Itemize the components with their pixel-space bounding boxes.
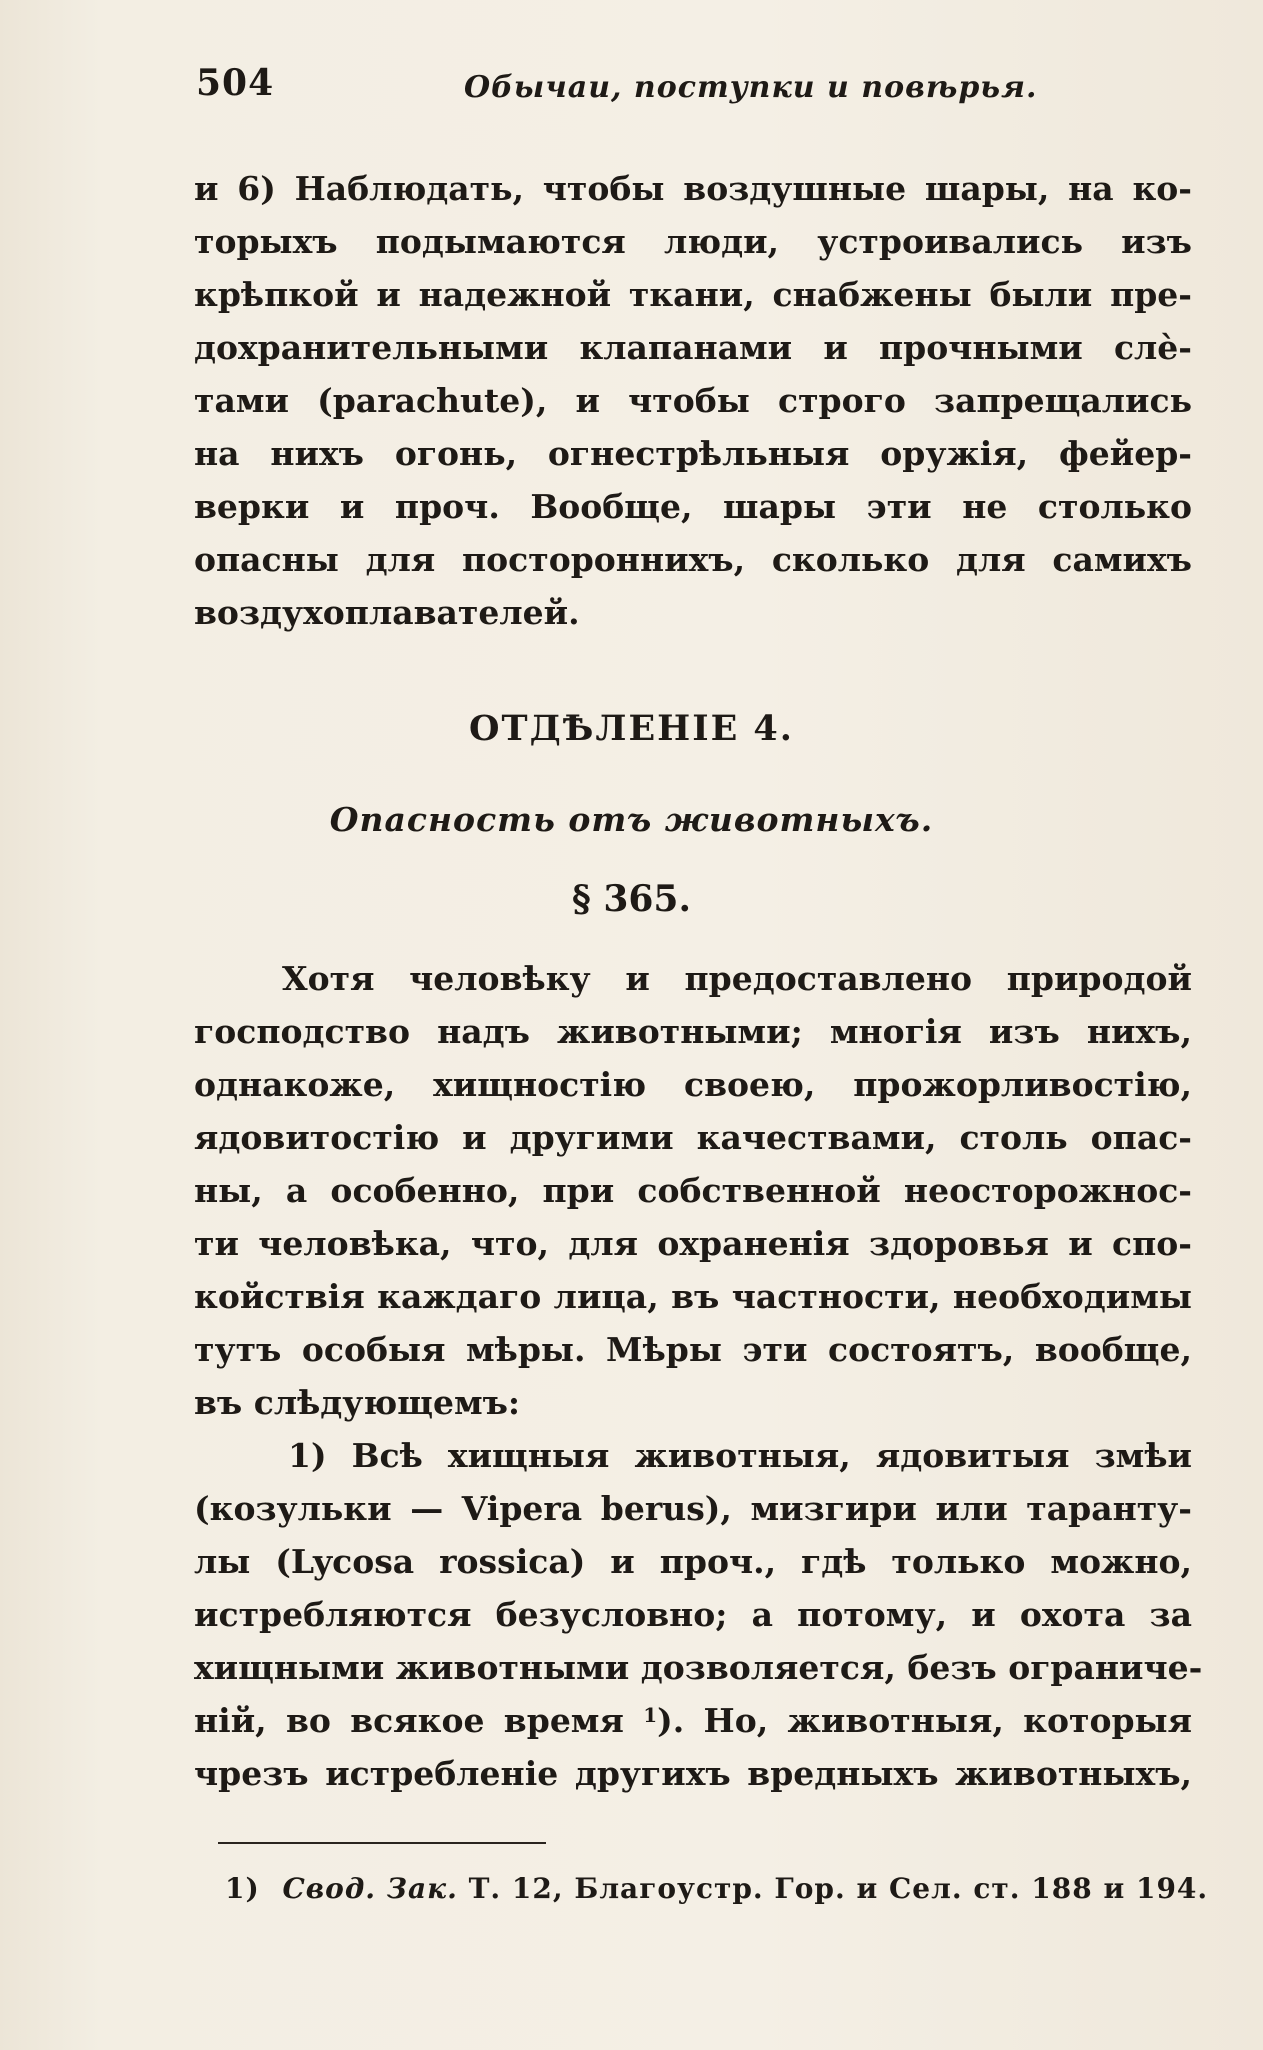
text-line: Хотя человѣку и предоставлено природой (282, 959, 1192, 998)
text-line: крѣпкой и надежной ткани, снабжены были пре- (194, 275, 1192, 314)
section-subtitle: Опасность отъ животныхъ. (329, 800, 934, 839)
text-line: койствія каждаго лица, въ частности, необходимы (194, 1277, 1192, 1316)
footnote-text: Т. 12, Благоустр. Гор. и Сел. ст. 188 и 194. (468, 1872, 1209, 1905)
text-line: ти человѣка, что, для охраненія здоровья и спо- (194, 1224, 1192, 1263)
section-heading: ОТДѢЛЕНІЕ 4. (469, 708, 794, 749)
page-number: 504 (196, 62, 275, 104)
paragraph-365 (194, 952, 1203, 1800)
text-line: тами (parachute), и чтобы строго запрещались (194, 381, 1192, 420)
text-line: (козульки — Vipera berus), мизгири или таранту- (194, 1489, 1192, 1528)
page-header (196, 62, 1196, 122)
text-line: тутъ особыя мѣры. Мѣры эти состоятъ, вообще, (194, 1330, 1192, 1369)
running-title: Обычаи, поступки и повѣрья. (464, 70, 1038, 105)
footnote-source: Свод. Зак. (282, 1872, 458, 1905)
text-line: верки и проч. Вообще, шары эти не столько (194, 487, 1192, 526)
text-line: однакоже, хищностію своею, прожорливостію, (194, 1065, 1192, 1104)
paragraph-number: § 365. (571, 878, 692, 920)
text-line: торыхъ подымаются люди, устроивались изъ (194, 222, 1192, 261)
text-line: чрезъ истребленіе другихъ вредныхъ животныхъ, (194, 1754, 1192, 1793)
text-line: лы (Lycosa rossica) и проч., гдѣ только можно, (194, 1542, 1192, 1581)
paragraph-continuation (194, 162, 1192, 639)
text-line: 1) Всѣ хищныя животныя, ядовитыя змѣи (288, 1436, 1192, 1475)
text-line: господство надъ животными; многія изъ нихъ, (194, 1012, 1192, 1051)
footnote-divider (218, 1842, 546, 1844)
text-line-with-footnote-ref (194, 1694, 1192, 1747)
text-line: хищными животными дозволяется, безъ ограниче- (194, 1648, 1203, 1687)
footnote (225, 1872, 1209, 1905)
text-line: и 6) Наблюдать, чтобы воздушные шары, на ко- (194, 169, 1192, 208)
text-line: дохранительными клапанами и прочными слѐ- (194, 328, 1192, 367)
text-line: опасны для постороннихъ, сколько для самихъ (194, 540, 1192, 579)
footnote-number: 1) (225, 1872, 260, 1905)
text-line: на нихъ огонь, огнестрѣльныя оружія, фейер- (194, 434, 1192, 473)
text-line: ны, а особенно, при собственной неосторожнос- (194, 1171, 1192, 1210)
text-line: истребляются безусловно; а потому, и охота за (194, 1595, 1192, 1634)
text-line: воздухоплавателей. (194, 593, 580, 632)
text-segment: ). Но, животныя, которыя (657, 1701, 1192, 1740)
text-line: ядовитостію и другими качествами, столь опас- (194, 1118, 1192, 1157)
footnote-reference[interactable]: 1 (643, 1703, 658, 1727)
text-segment: ній, во всякое время (194, 1701, 644, 1740)
text-line: въ слѣдующемъ: (194, 1383, 521, 1422)
